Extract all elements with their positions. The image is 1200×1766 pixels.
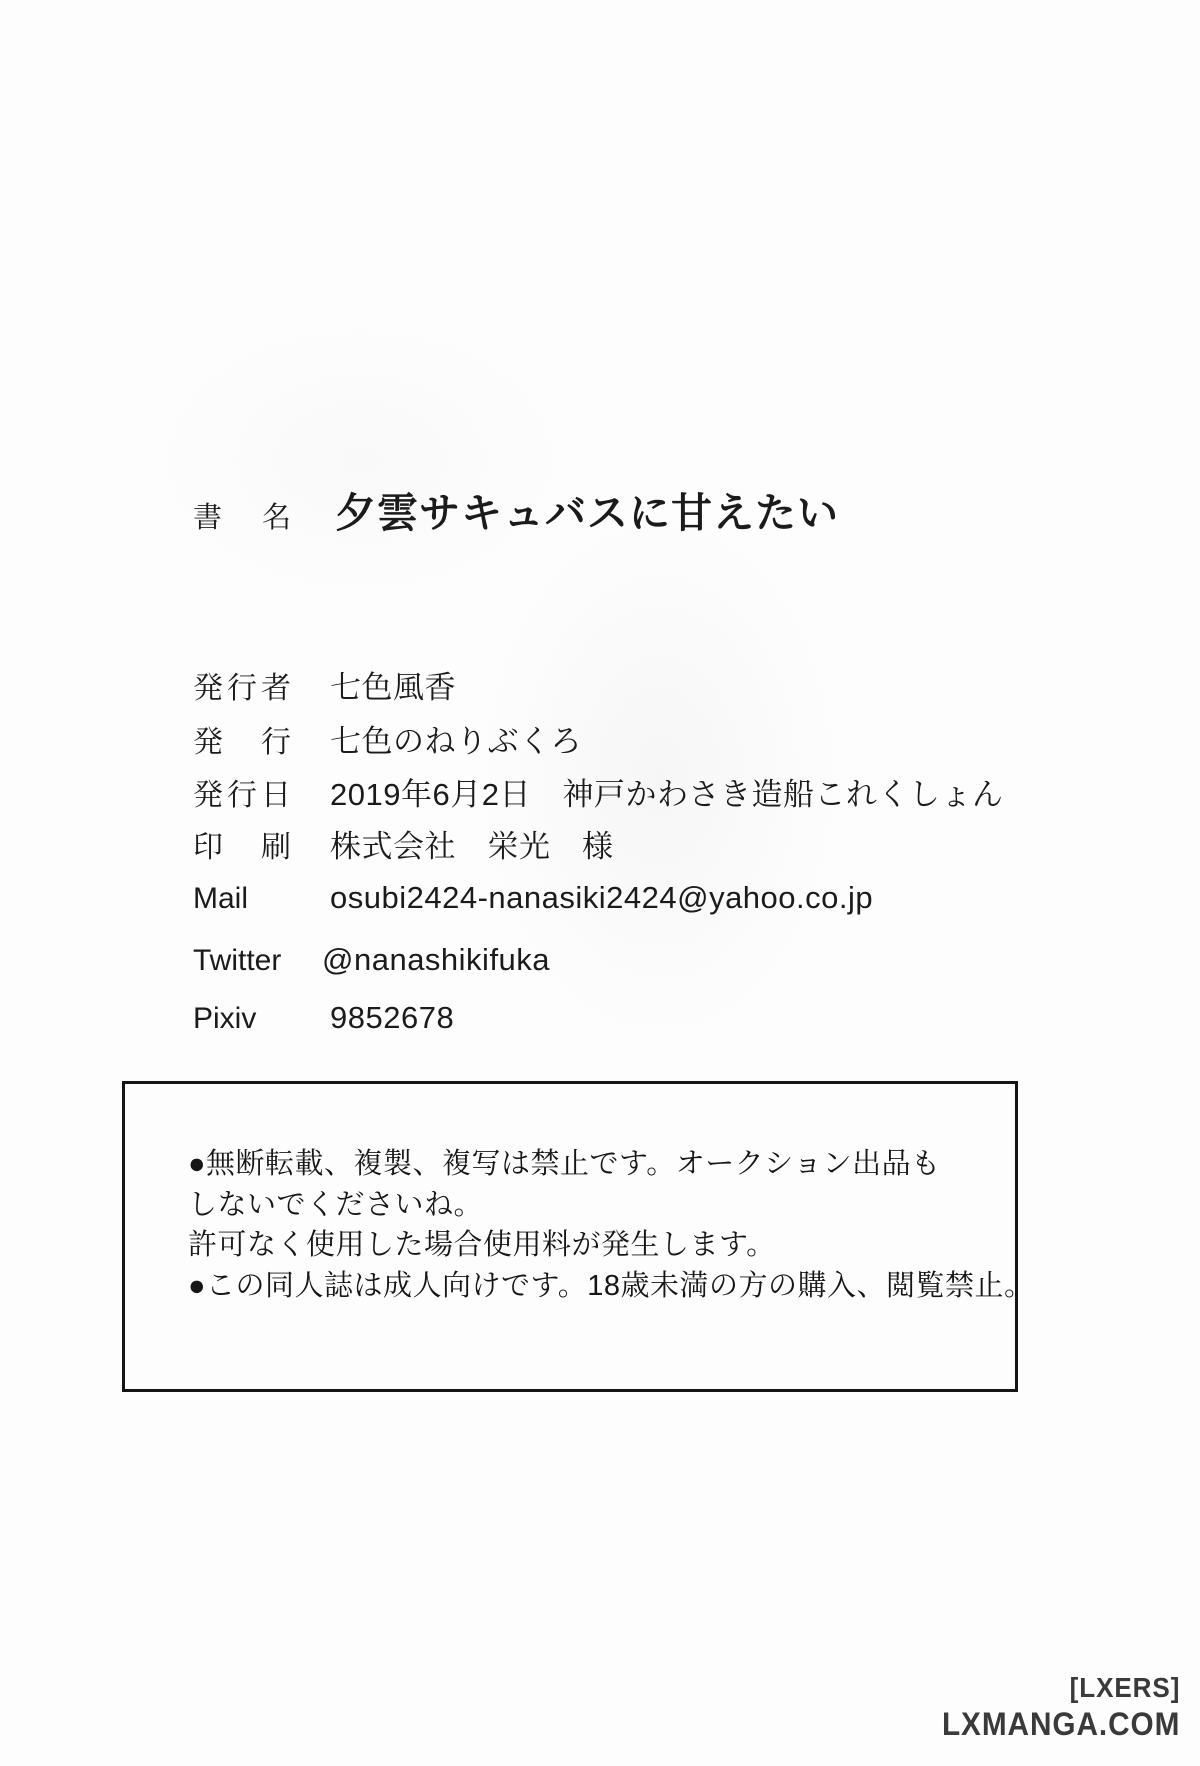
- notice-line: 許可なく使用した場合使用料が発生します。: [188, 1229, 776, 1261]
- publication-date-row: [193, 772, 1003, 819]
- watermark-tag: [LXERS]: [1069, 1672, 1180, 1703]
- twitter-label: Twitter: [193, 944, 282, 977]
- site-watermark: [942, 1674, 1180, 1740]
- publication-date-label: 発 行 日: [193, 779, 291, 812]
- publisher-row: [193, 665, 456, 712]
- printer-row: [193, 824, 614, 871]
- printer-label: 印 刷: [193, 831, 291, 864]
- mail-label: Mail: [193, 882, 249, 915]
- notice-line: ●この同人誌は成人向けです。18歳未満の方の購入、閲覧禁止。: [188, 1269, 1034, 1302]
- copyright-notice-text: [188, 1144, 1033, 1306]
- notice-line: しないでくださいね。: [188, 1188, 484, 1221]
- publisher-value: 七色風香: [330, 670, 456, 705]
- pixiv-label: Pixiv: [193, 1002, 257, 1035]
- twitter-value: @nanashikifuka: [322, 942, 551, 977]
- watermark-site: LXMANGA.COM: [941, 1706, 1180, 1742]
- circle-value: 七色のねりぶくろ: [330, 724, 582, 759]
- mail-row: [193, 875, 873, 922]
- pixiv-value: 9852678: [330, 1000, 455, 1035]
- circle-row: [193, 719, 582, 766]
- pixiv-row: [193, 995, 454, 1042]
- mail-value: osubi2424-nanasiki2424@yahoo.co.jp: [330, 880, 874, 915]
- twitter-row: [193, 937, 550, 984]
- book-title: 夕雲サキュバスに甘えたい: [335, 490, 839, 536]
- book-title-label: 書 名: [193, 502, 291, 534]
- book-title-row: [193, 487, 839, 541]
- copyright-notice-box: [122, 1081, 1034, 1392]
- notice-line: ●無断転載、複製、複写は禁止です。オークション出品も: [188, 1148, 941, 1180]
- publication-date-value: 2019年6月2日 神戸かわさき造船これくしょん: [330, 777, 1004, 812]
- printer-value: 株式会社 栄光 様: [330, 829, 614, 864]
- circle-label: 発 行: [193, 726, 291, 759]
- publisher-label: 発 行 者: [193, 672, 291, 705]
